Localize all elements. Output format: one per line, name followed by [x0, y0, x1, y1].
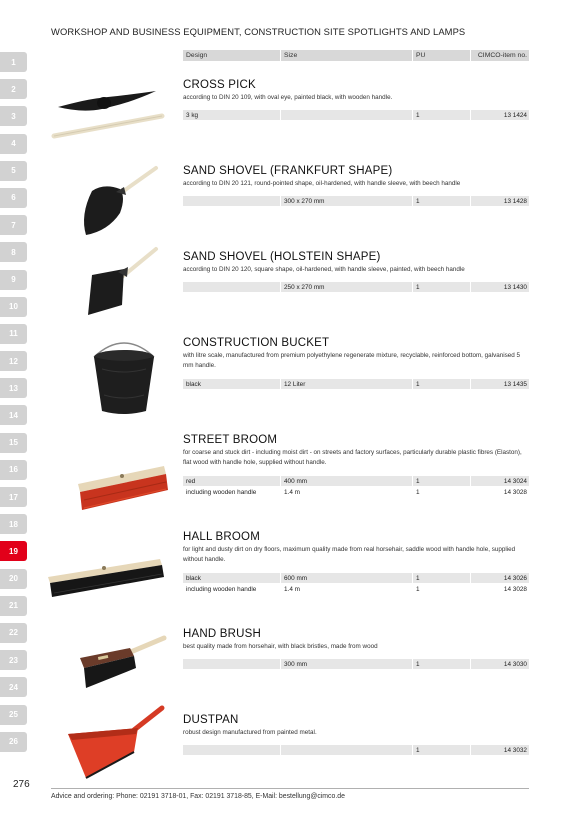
- cell-size: 250 x 270 mm: [281, 282, 412, 292]
- cell-size: 1.4 m: [281, 584, 412, 594]
- col-item-no: CIMCO-item no.: [471, 50, 529, 61]
- tab-26[interactable]: 26: [0, 732, 27, 752]
- cell-pu: 1: [413, 487, 470, 497]
- table-row: [183, 379, 529, 389]
- product-table: [183, 745, 529, 756]
- product-description: for coarse and stuck dirt - including moist dirt - on streets and factory surfaces, particularly durable plastic fibres (Elaston), flat wood with handle hole, supplied without handle.: [183, 449, 522, 466]
- column-header: [183, 50, 529, 61]
- hand-brush-image: [74, 632, 168, 692]
- product-description: according to DIN 20 109, with oval eye, painted black, with wooden handle.: [183, 94, 393, 101]
- cell-design: [183, 282, 280, 292]
- cell-pu: 1: [413, 110, 470, 120]
- col-size: Size: [281, 50, 412, 61]
- product-table: [183, 110, 529, 121]
- cell-item-no: 14 3028: [471, 584, 529, 594]
- tab-18[interactable]: 18: [0, 514, 27, 534]
- table-row: [183, 110, 529, 120]
- table-row: [183, 476, 529, 486]
- cell-size: 600 mm: [281, 573, 412, 583]
- col-pu: PU: [413, 50, 470, 61]
- tab-16[interactable]: 16: [0, 460, 27, 480]
- tab-3[interactable]: 3: [0, 106, 27, 126]
- shovel-round-image: [78, 165, 162, 237]
- tab-24[interactable]: 24: [0, 677, 27, 697]
- table-row: [183, 573, 529, 583]
- product-table: [183, 573, 529, 595]
- product-title: CONSTRUCTION BUCKET: [183, 337, 330, 349]
- cell-design: black: [183, 379, 280, 389]
- tab-4[interactable]: 4: [0, 134, 27, 154]
- cell-design: [183, 745, 280, 755]
- table-row: [183, 487, 529, 497]
- product-title: SAND SHOVEL (FRANKFURT SHAPE): [183, 165, 393, 177]
- cell-item-no: 14 3030: [471, 659, 529, 669]
- tab-6[interactable]: 6: [0, 188, 27, 208]
- table-row: [183, 745, 529, 755]
- cell-item-no: 13 1424: [471, 110, 529, 120]
- cell-size: 300 mm: [281, 659, 412, 669]
- cell-item-no: 13 1435: [471, 379, 529, 389]
- col-design: Design: [183, 50, 280, 61]
- tab-23[interactable]: 23: [0, 650, 27, 670]
- product-title: HAND BRUSH: [183, 628, 262, 640]
- product-description: according to DIN 20 120, square shape, oil-hardened, with handle sleeve, painted, with beech handle: [183, 266, 465, 273]
- tab-22[interactable]: 22: [0, 623, 27, 643]
- tab-21[interactable]: 21: [0, 596, 27, 616]
- product-description: according to DIN 20 121, round-pointed shape, oil-hardened, with handle sleeve, with beech handle: [183, 180, 461, 187]
- product-table: [183, 476, 529, 498]
- table-row: [183, 659, 529, 669]
- table-row: [183, 584, 529, 594]
- tab-19-active[interactable]: 19: [0, 541, 27, 561]
- product-table: [183, 196, 529, 207]
- cell-design: red: [183, 476, 280, 486]
- tab-2[interactable]: 2: [0, 79, 27, 99]
- chapter-tabs: [0, 52, 27, 759]
- cell-pu: 1: [413, 573, 470, 583]
- cell-item-no: 14 3028: [471, 487, 529, 497]
- cell-item-no: 13 1430: [471, 282, 529, 292]
- product-table: [183, 379, 529, 390]
- tab-14[interactable]: 14: [0, 405, 27, 425]
- cell-design: 3 kg: [183, 110, 280, 120]
- product-description: best quality made from horsehair, with black bristles, made from wood: [183, 643, 378, 650]
- footer-contact: Advice and ordering: Phone: 02191 3718-01, Fax: 02191 3718-85, E-Mail: bestellung@cimco.de: [51, 793, 345, 800]
- product-title: SAND SHOVEL (HOLSTEIN SHAPE): [183, 251, 381, 263]
- page-number: 276: [13, 779, 30, 790]
- product-table: [183, 659, 529, 670]
- tab-11[interactable]: 11: [0, 324, 27, 344]
- cell-size: 300 x 270 mm: [281, 196, 412, 206]
- cell-pu: 1: [413, 584, 470, 594]
- dustpan-image: [64, 704, 168, 780]
- footer-divider: [51, 788, 529, 789]
- hall-broom-image: [46, 553, 166, 603]
- tab-7[interactable]: 7: [0, 215, 27, 235]
- tab-9[interactable]: 9: [0, 270, 27, 290]
- cell-pu: 1: [413, 196, 470, 206]
- cell-design: [183, 659, 280, 669]
- cell-design: including wooden handle: [183, 487, 280, 497]
- cell-pu: 1: [413, 476, 470, 486]
- tab-15[interactable]: 15: [0, 433, 27, 453]
- tab-12[interactable]: 12: [0, 351, 27, 371]
- tab-20[interactable]: 20: [0, 569, 27, 589]
- cell-design: [183, 196, 280, 206]
- cell-pu: 1: [413, 379, 470, 389]
- cell-item-no: 14 3032: [471, 745, 529, 755]
- cell-size: [281, 110, 412, 120]
- tab-13[interactable]: 13: [0, 378, 27, 398]
- bucket-image: [88, 335, 160, 417]
- product-description: with litre scale, manufactured from premium polyethylene regenerate mixture, recyclable, reinforced bottom, galvanised 5 mm handle.: [183, 352, 521, 369]
- tab-1[interactable]: 1: [0, 52, 27, 72]
- table-row: [183, 282, 529, 292]
- cell-size: [281, 745, 412, 755]
- cell-item-no: 13 1428: [471, 196, 529, 206]
- cell-design: including wooden handle: [183, 584, 280, 594]
- product-description: for light and dusty dirt on dry floors, maximum quality made from real horsehair, saddle wood with handle hole, supplied without handle.: [183, 546, 516, 563]
- cross-pick-image: [48, 85, 168, 141]
- tab-8[interactable]: 8: [0, 242, 27, 262]
- cell-item-no: 14 3026: [471, 573, 529, 583]
- shovel-square-image: [80, 245, 164, 317]
- street-broom-image: [74, 460, 170, 516]
- cell-size: 1.4 m: [281, 487, 412, 497]
- cell-pu: 1: [413, 282, 470, 292]
- table-row: [183, 196, 529, 206]
- product-description: robust design manufactured from painted metal.: [183, 729, 317, 736]
- cell-pu: 1: [413, 745, 470, 755]
- product-title: HALL BROOM: [183, 531, 260, 543]
- cell-item-no: 14 3024: [471, 476, 529, 486]
- page-title: WORKSHOP AND BUSINESS EQUIPMENT, CONSTRUCTION SITE SPOTLIGHTS AND LAMPS: [51, 26, 466, 37]
- cell-design: black: [183, 573, 280, 583]
- product-title: STREET BROOM: [183, 434, 278, 446]
- cell-size: 12 Liter: [281, 379, 412, 389]
- tab-10[interactable]: 10: [0, 297, 27, 317]
- product-title: CROSS PICK: [183, 79, 256, 91]
- product-table: [183, 282, 529, 293]
- tab-25[interactable]: 25: [0, 705, 27, 725]
- tab-17[interactable]: 17: [0, 487, 27, 507]
- tab-5[interactable]: 5: [0, 161, 27, 181]
- cell-pu: 1: [413, 659, 470, 669]
- cell-size: 400 mm: [281, 476, 412, 486]
- product-title: DUSTPAN: [183, 714, 239, 726]
